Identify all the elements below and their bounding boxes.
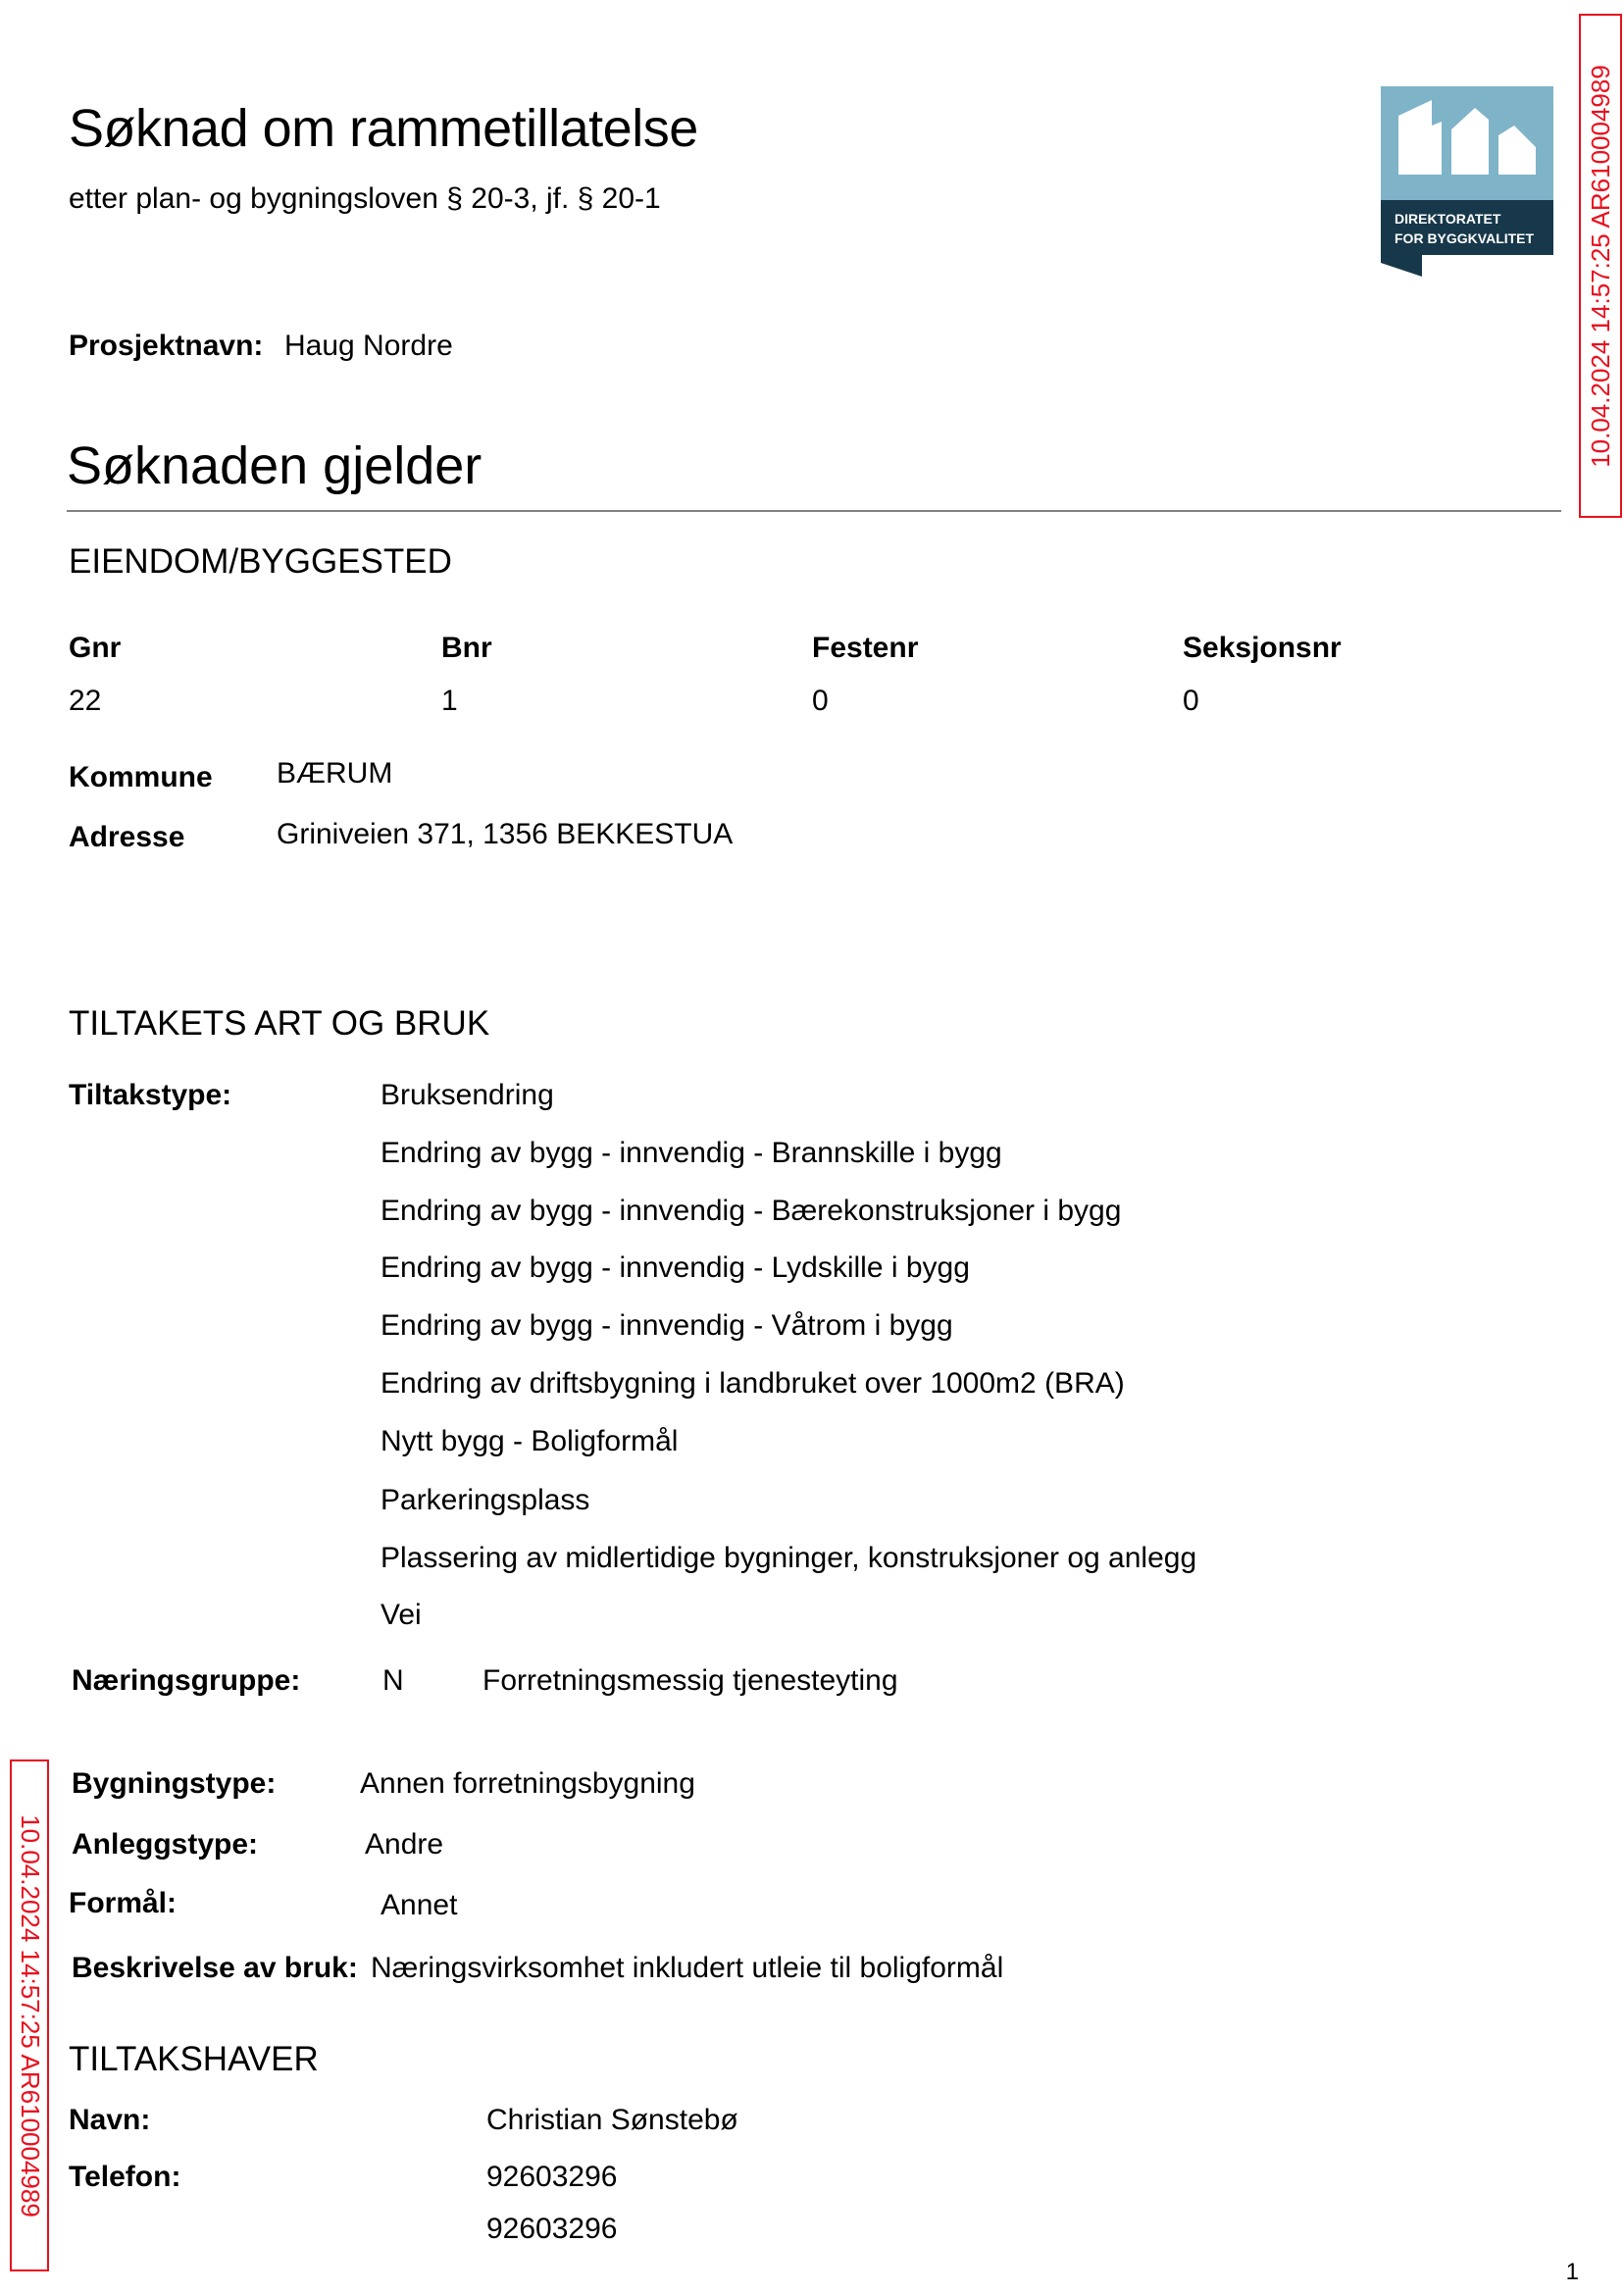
- tiltakstype-item: Endring av bygg - innvendig - Bærekonstruksjoner i bygg: [381, 1195, 1122, 1227]
- naeringsgruppe-code: N: [382, 1664, 404, 1697]
- page-number: 1: [1565, 2259, 1579, 2285]
- tiltakstype-item: Nytt bygg - Boligformål: [381, 1425, 679, 1457]
- stamp-text: 10.04.2024 14:57:25 AR610004989: [15, 1813, 45, 2218]
- stamp-text: 10.04.2024 14:57:25 AR610004989: [1585, 64, 1615, 468]
- seksjonsnr-value: 0: [1183, 685, 1199, 717]
- project-name-value: Haug Nordre: [284, 330, 453, 362]
- project-name-label: Prosjektnavn:: [69, 330, 264, 362]
- bygningstype-value: Annen forretningsbygning: [360, 1767, 695, 1800]
- telefon-label: Telefon:: [69, 2161, 181, 2193]
- logo-text-line2: FOR BYGGKVALITET: [1395, 230, 1535, 246]
- formaal-label: Formål:: [69, 1887, 178, 1919]
- tiltakstype-label: Tiltakstype:: [69, 1079, 232, 1111]
- adresse-value: Griniveien 371, 1356 BEKKESTUA: [277, 818, 734, 850]
- section-divider: [67, 510, 1561, 512]
- dibk-logo-icon: [1381, 86, 1553, 277]
- gnr-label: Gnr: [69, 632, 122, 664]
- tiltakstype-item: Endring av bygg - innvendig - Våtrom i bygg: [381, 1309, 953, 1342]
- beskrivelse-label: Beskrivelse av bruk:: [72, 1952, 358, 1984]
- bygningstype-label: Bygningstype:: [72, 1767, 277, 1800]
- tiltakstype-item: Parkeringsplass: [381, 1484, 590, 1516]
- naeringsgruppe-value: Forretningsmessig tjenesteyting: [482, 1664, 898, 1697]
- tiltakstype-item: Endring av bygg - innvendig - Brannskille i bygg: [381, 1137, 1002, 1169]
- document-subtitle: etter plan- og bygningsloven § 20-3, jf. § 20-1: [69, 182, 661, 215]
- dibk-logo: [1381, 86, 1553, 277]
- festenr-value: 0: [812, 685, 829, 717]
- bnr-label: Bnr: [441, 632, 492, 664]
- tiltakstype-item: Vei: [381, 1599, 422, 1631]
- tiltakstype-item: Bruksendring: [381, 1079, 554, 1111]
- adresse-label: Adresse: [69, 821, 185, 853]
- tiltakstype-item: Endring av bygg - innvendig - Lydskille i bygg: [381, 1251, 970, 1284]
- navn-label: Navn:: [69, 2104, 151, 2136]
- tiltakshaver-heading: TILTAKSHAVER: [69, 2040, 319, 2078]
- beskrivelse-value: Næringsvirksomhet inkludert utleie til boligformål: [371, 1952, 1004, 1984]
- festenr-label: Festenr: [812, 632, 919, 664]
- tiltakstype-item: Endring av driftsbygning i landbruket over 1000m2 (BRA): [381, 1367, 1125, 1400]
- timestamp-stamp-right: [1579, 14, 1622, 518]
- gnr-value: 22: [69, 685, 102, 717]
- timestamp-stamp-left: [10, 1759, 49, 2271]
- bnr-value: 1: [441, 685, 458, 717]
- naeringsgruppe-label: Næringsgruppe:: [72, 1664, 301, 1697]
- kommune-label: Kommune: [69, 761, 213, 793]
- telefon-value: 92603296: [486, 2161, 618, 2193]
- telefon-value: 92603296: [486, 2213, 618, 2245]
- seksjonsnr-label: Seksjonsnr: [1183, 632, 1342, 664]
- section-heading: Søknaden gjelder: [67, 436, 482, 495]
- anleggstype-label: Anleggstype:: [72, 1828, 259, 1861]
- document-title: Søknad om rammetillatelse: [69, 99, 698, 158]
- formaal-value: Annet: [381, 1889, 458, 1921]
- tiltak-heading: TILTAKETS ART OG BRUK: [69, 1004, 490, 1043]
- logo-text-line1: DIREKTORATET: [1395, 211, 1501, 227]
- eiendom-heading: EIENDOM/BYGGESTED: [69, 542, 452, 581]
- navn-value: Christian Sønstebø: [486, 2104, 738, 2136]
- kommune-value: BÆRUM: [277, 757, 393, 790]
- anleggstype-value: Andre: [365, 1828, 444, 1861]
- tiltakstype-item: Plassering av midlertidige bygninger, konstruksjoner og anlegg: [381, 1542, 1197, 1574]
